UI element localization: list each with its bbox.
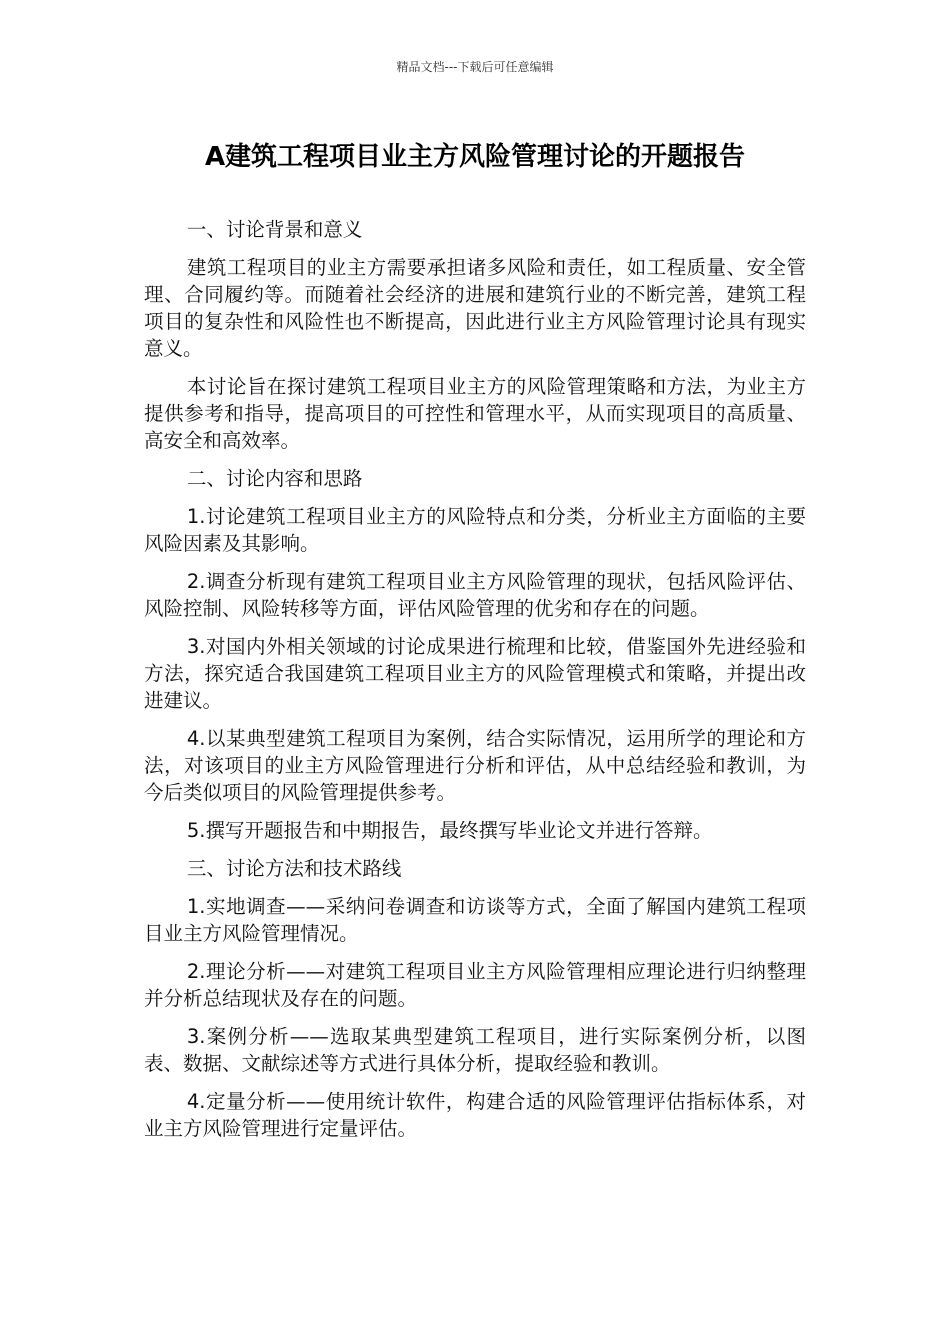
paragraph: 建筑工程项目的业主方需要承担诸多风险和责任，如工程质量、安全管理、合同履约等。而随着社会经济的进展和建筑行业的不断完善，建筑工程项目的复杂性和风险性也不断提高，因此进行业主方风险管理讨论具有现实意义。 (144, 256, 806, 360)
list-item: 2.调查分析现有建筑工程项目业主方风险管理的现状，包括风险评估、风险控制、风险转移等方面，评估风险管理的优劣和存在的问题。 (144, 570, 806, 620)
list-item: 1.实地调查——采纳问卷调查和访谈等方式，全面了解国内建筑工程项目业主方风险管理情况。 (144, 895, 806, 945)
list-item: 1.讨论建筑工程项目业主方的风险特点和分类，分析业主方面临的主要风险因素及其影响。 (144, 505, 806, 555)
list-item: 3.案例分析——选取某典型建筑工程项目，进行实际案例分析，以图表、数据、文献综述等方式进行具体分析，提取经验和教训。 (144, 1025, 806, 1075)
list-item: 4.定量分析——使用统计软件，构建合适的风险管理评估指标体系，对业主方风险管理进行定量评估。 (144, 1090, 806, 1140)
section-heading-content: 二、讨论内容和思路 (186, 467, 363, 490)
list-item: 3.对国内外相关领域的讨论成果进行梳理和比较，借鉴国外先进经验和方法，探究适合我国建筑工程项目业主方的风险管理模式和策略，并提出改进建议。 (144, 635, 806, 712)
document-title: A建筑工程项目业主方风险管理讨论的开题报告 (204, 142, 746, 172)
section-heading-methods: 三、讨论方法和技术路线 (186, 857, 402, 880)
document-body (144, 216, 806, 1153)
section-heading-background: 一、讨论背景和意义 (186, 218, 363, 241)
list-item: 4.以某典型建筑工程项目为案例，结合实际情况，运用所学的理论和方法，对该项目的业主方风险管理进行分析和评估，从中总结经验和教训，为今后类似项目的风险管理提供参考。 (144, 727, 806, 804)
page-header: 精品文档---下载后可任意编辑 (396, 60, 554, 74)
list-item: 2.理论分析——对建筑工程项目业主方风险管理相应理论进行归纳整理并分析总结现状及存在的问题。 (144, 960, 806, 1010)
list-item: 5.撰写开题报告和中期报告，最终撰写毕业论文并进行答辩。 (186, 819, 713, 842)
paragraph: 本讨论旨在探讨建筑工程项目业主方的风险管理策略和方法，为业主方提供参考和指导，提高项目的可控性和管理水平，从而实现项目的高质量、高安全和高效率。 (144, 375, 806, 452)
